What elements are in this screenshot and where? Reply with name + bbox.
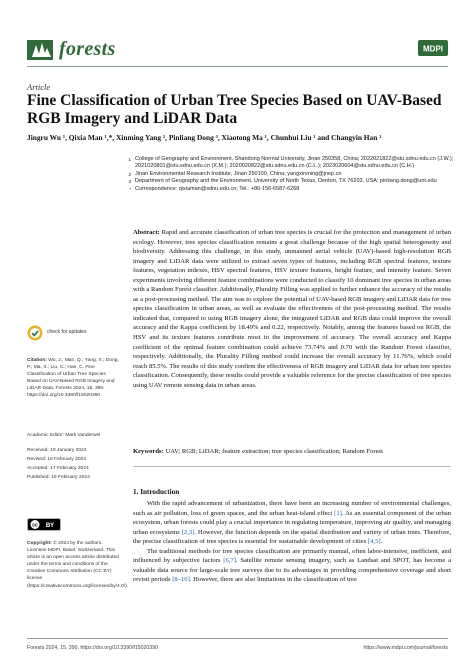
keywords-label: Keywords: xyxy=(133,448,164,455)
check-updates-icon xyxy=(27,325,43,341)
citation-link[interactable]: [6,7] xyxy=(223,557,236,565)
footer-divider xyxy=(27,638,448,639)
article-title: Fine Classification of Urban Tree Species Based on UAV-Based RGB Imagery and LiDAR Data xyxy=(27,92,442,127)
check-updates-label: check for updates xyxy=(47,329,87,336)
paragraph-text: . xyxy=(380,538,383,546)
affiliation-marker: * xyxy=(129,186,131,192)
affiliation-item xyxy=(124,178,454,185)
citation-text: Wu, J.; Man, Q.; Yang, X.; Dong, P.; Ma, X.; Liu, C.; Han, C. Fine Classification of Urban Tree Species Based on UAV-Based RGB Imagery and LiDAR Data. Forests 2024, 15, 390. https://doi.org/10.3390/f15020390 xyxy=(27,358,119,399)
affiliation-text: Department of Geography and the Environment, University of North Texas, Denton, TX 76203, USA; pinliang.dong@unt.edu xyxy=(135,178,437,185)
copyright-label: Copyright: xyxy=(27,541,52,546)
paragraph-text: . However, the function depends on the spatial distribution and variety of urban trees. Therefore, the precise classification of tree species is essential for sustainable development of cities xyxy=(133,528,451,546)
svg-text:cc: cc xyxy=(32,522,38,529)
affiliation-marker: 1 xyxy=(128,157,131,162)
keywords-text: UAV; RGB; LiDAR; feature extraction; tree species classification; Random Forest xyxy=(165,448,383,455)
footer-citation: Forests 2024, 15, 390. https://doi.org/10.3390/f15020390 xyxy=(27,645,158,651)
author-list: Jingru Wu ¹, Qixia Man ¹,*, Xinming Yang ², Pinliang Dong ³, Xiaotong Ma ¹, Chunhui Liu ¹ and Changyin Han ¹ xyxy=(27,133,382,142)
cc-by-license-icon[interactable] xyxy=(27,518,61,531)
copyright-block xyxy=(27,540,129,590)
copyright-text: © 2024 by the authors. Licensee MDPI, Basel, Switzerland. This article is an open access article distributed under the terms and conditions of the Creative Commons Attribution (CC BY) license (https://creativecommons.org/licenses/by/4.0/). xyxy=(27,541,129,589)
accepted-date: Accepted: 17 February 2024 xyxy=(27,466,89,471)
affiliation-item xyxy=(124,156,454,171)
footer-journal-link[interactable]: https://www.mdpi.com/journal/forests xyxy=(363,645,448,651)
forest-icon xyxy=(27,40,53,60)
introduction-body xyxy=(133,499,451,585)
paragraph-text: With the rapid advancement of urbanization, there have been an increasing number of environmental challenges, such as air pollution, loss of green spaces, and the urban heat-island effect xyxy=(133,500,451,517)
publisher-name: MDPI xyxy=(423,44,443,54)
abstract-label: Abstract: xyxy=(133,229,160,236)
revised-date: Revised: 16 February 2024 xyxy=(27,457,86,462)
check-updates-button[interactable] xyxy=(27,325,86,341)
published-date: Published: 19 February 2024 xyxy=(27,475,90,480)
journal-logo[interactable] xyxy=(27,38,116,61)
citation-link[interactable]: [8–10] xyxy=(172,576,190,584)
paragraph xyxy=(133,547,451,585)
citation-link[interactable]: [4,5] xyxy=(367,538,381,546)
paragraph-text: . Satellite remote sensing imagery, such as Landsat and SPOT, has become a valuable data source for large-scale tree surveys due to its advantages in providing comprehensive coverage and short revisit periods xyxy=(133,557,451,584)
citation-label: Citation: xyxy=(27,358,47,363)
paragraph-text: The traditional methods for tree species classification are primarily manual, often labor-intensive, inefficient, and influenced by subjective factors xyxy=(133,547,451,565)
abstract xyxy=(133,228,451,390)
keywords xyxy=(133,447,451,456)
header-divider xyxy=(27,66,448,67)
citation-link[interactable]: [2,3] xyxy=(181,528,195,536)
affiliation-marker: 3 xyxy=(128,179,131,185)
mdpi-logo[interactable] xyxy=(418,40,448,56)
journal-name: forests xyxy=(59,38,116,60)
paragraph-text: . As an essential component of the urban ecosystem, urban forests could play a crucial importance in regulating temperature, improving air quality, and managing urban ecosystems xyxy=(133,509,451,536)
citation-block xyxy=(27,357,119,400)
abstract-text: Rapid and accurate classification of urban tree species is crucial for the protection and management of urban ecology. However, tree species classification remains a great challenge because of the high spatial heterogeneity and biodiversity. Addressing this challenge, in this study, unmanned aerial vehicle (UAV)-based high-resolution RGB imagery and LiDAR data were utilized to extract seven types of features, including RGB spectral features, texture features, vegetation indexes, HSV spectral features, HSV texture features, height feature, and intensity feature. Seven experiments involving different feature combinations were conducted to classify 10 dominant tree species in urban areas with a Random Forest classifier. Additionally, Plurality Filling was applied to further enhance the accuracy of the results as a post-processing method. The aim was to explore the potential of UAV-based RGB imagery and LiDAR data for tree species classification in urban areas, as well as evaluate the effectiveness of the post-processing method. The results indicated that, compared to using RGB imagery alone, the integrated LiDAR and RGB data could improve the overall accuracy and the Kappa coefficient by 18.49% and 0.22, respectively. Notably, among the features based on RGB, the HSV and its texture features contribute most to the improvement of accuracy. The overall accuracy and Kappa coefficient of the optimal feature combination could achieve 73.74% and 0.70 with the Random Forest classifier, respectively. Additionally, the Plurality Filling method could increase the overall accuracy by 11.76%, which could reach 85.5%. The results of this study confirm the effectiveness of RGB imagery and LiDAR data for urban tree species classification. Consequently, these results could provide a valuable reference for the precise classification of tree species using UAV remote sensing data in urban areas. xyxy=(133,229,451,389)
section-divider xyxy=(133,466,451,467)
paragraph xyxy=(133,499,451,547)
affiliation-text: Correspondence: qixiaman@sdnu.edu.cn; Tel.: +86-156-6587-6268 xyxy=(135,185,300,192)
received-date: Received: 10 January 2024 xyxy=(27,448,87,453)
article-type: Article xyxy=(27,82,51,92)
affiliation-marker: 2 xyxy=(128,171,131,177)
section-heading: 1. Introduction xyxy=(133,488,180,496)
paragraph-text: . However, there are also limitations in the classification of tree xyxy=(189,576,357,584)
affiliation-text: Jinan Environmental Research Institute, Jinan 250100, China; yangxinming@jnep.cn xyxy=(135,170,342,177)
affiliations xyxy=(124,156,454,193)
affiliation-item xyxy=(124,171,454,178)
affiliation-item xyxy=(124,186,454,193)
affiliation-text: College of Geography and Environment, Shandong Normal University, Jinan 250358, China; 2022021822@stu.sdnu.edu.cn (J.W.); 2021020801@stu.sdnu.edu.cn (X.M.); 2020020822@stu.sdnu.edu.cn (C.L.); 2023020604@stu.sdnu.edu.cn (C.H.) xyxy=(135,156,454,170)
svg-text:BY: BY xyxy=(45,523,55,529)
citation-link[interactable]: [1] xyxy=(334,509,342,517)
editor-line: Academic Editor: Mark Vanderwel xyxy=(27,433,101,438)
